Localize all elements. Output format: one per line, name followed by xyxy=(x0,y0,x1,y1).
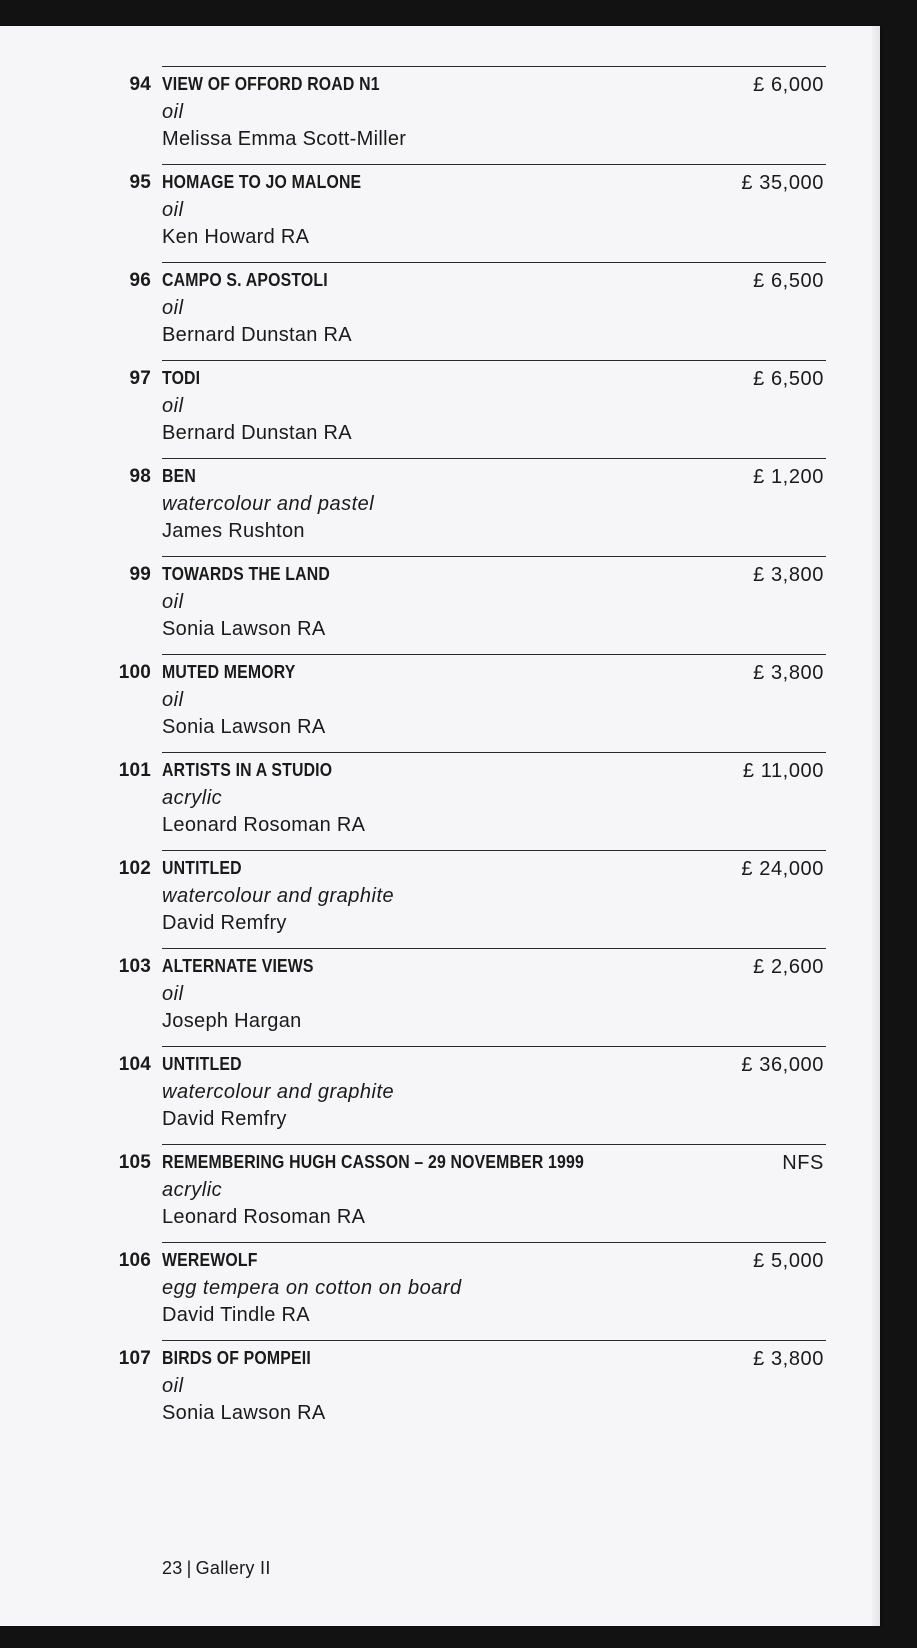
section-name: Gallery II xyxy=(195,1558,271,1578)
entry-divider xyxy=(162,164,826,165)
entry-price: £ 6,500 xyxy=(753,270,824,292)
catalogue-entry xyxy=(0,1144,880,1242)
entry-title: ARTISTS IN A STUDIO xyxy=(162,760,333,780)
catalogue-entry xyxy=(0,458,880,556)
entry-title: ALTERNATE VIEWS xyxy=(162,956,314,976)
entry-divider xyxy=(162,262,826,263)
entry-divider xyxy=(162,752,826,753)
entry-artist: David Remfry xyxy=(162,912,287,934)
entry-artist: James Rushton xyxy=(162,520,305,542)
entry-artist: David Tindle RA xyxy=(162,1304,310,1326)
catalogue-entry xyxy=(0,948,880,1046)
entry-artist: Bernard Dunstan RA xyxy=(162,324,352,346)
entry-number: 95 xyxy=(129,172,151,193)
entry-medium: watercolour and pastel xyxy=(162,493,375,515)
entry-divider xyxy=(162,948,826,949)
entry-divider xyxy=(162,360,826,361)
entry-medium: oil xyxy=(162,199,184,221)
entry-price: £ 3,800 xyxy=(753,564,824,586)
entry-artist: Sonia Lawson RA xyxy=(162,716,326,738)
catalogue-entry xyxy=(0,1340,880,1438)
entry-number: 103 xyxy=(118,956,151,977)
entry-price: £ 5,000 xyxy=(753,1250,824,1272)
entry-price: £ 36,000 xyxy=(741,1054,824,1076)
entry-medium: watercolour and graphite xyxy=(162,1081,395,1103)
entry-medium: oil xyxy=(162,689,184,711)
entry-number: 94 xyxy=(129,74,151,95)
catalogue-entry xyxy=(0,556,880,654)
entry-artist: Leonard Rosoman RA xyxy=(162,1206,366,1228)
entry-number: 98 xyxy=(129,466,151,487)
entry-title: VIEW OF OFFORD ROAD N1 xyxy=(162,74,380,94)
catalogue-entry xyxy=(0,1242,880,1340)
entry-number: 106 xyxy=(118,1250,151,1271)
entry-artist: Sonia Lawson RA xyxy=(162,1402,326,1424)
entry-medium: egg tempera on cotton on board xyxy=(162,1277,462,1299)
entry-artist: Melissa Emma Scott-Miller xyxy=(162,128,407,150)
catalogue-entry xyxy=(0,262,880,360)
entry-number: 104 xyxy=(118,1054,151,1075)
entry-divider xyxy=(162,654,826,655)
entry-artist: David Remfry xyxy=(162,1108,287,1130)
entry-price: £ 35,000 xyxy=(741,172,824,194)
entry-number: 99 xyxy=(129,564,151,585)
entry-number: 100 xyxy=(118,662,151,683)
entry-artist: Leonard Rosoman RA xyxy=(162,814,366,836)
entry-title: BIRDS OF POMPEII xyxy=(162,1348,311,1368)
entry-title: HOMAGE TO JO MALONE xyxy=(162,172,362,192)
catalogue-entry xyxy=(0,360,880,458)
entry-divider xyxy=(162,1242,826,1243)
entry-number: 105 xyxy=(118,1152,151,1173)
entry-divider xyxy=(162,1340,826,1341)
entry-number: 97 xyxy=(129,368,151,389)
entry-medium: oil xyxy=(162,983,184,1005)
entry-number: 102 xyxy=(118,858,151,879)
entry-number: 107 xyxy=(118,1348,151,1369)
page-footer xyxy=(162,1558,271,1579)
entry-medium: oil xyxy=(162,395,184,417)
entry-price: £ 6,500 xyxy=(753,368,824,390)
entry-title: UNTITLED xyxy=(162,858,242,878)
entry-price: £ 1,200 xyxy=(753,466,824,488)
entry-medium: acrylic xyxy=(162,787,223,809)
entry-artist: Joseph Hargan xyxy=(162,1010,302,1032)
catalogue-entry xyxy=(0,164,880,262)
entry-title: TOWARDS THE LAND xyxy=(162,564,330,584)
entry-title: TODI xyxy=(162,368,201,388)
entry-price: NFS xyxy=(782,1152,824,1174)
entry-divider xyxy=(162,1144,826,1145)
catalogue-entry xyxy=(0,1046,880,1144)
entry-title: UNTITLED xyxy=(162,1054,242,1074)
entry-title: WEREWOLF xyxy=(162,1250,258,1270)
entry-title: BEN xyxy=(162,466,196,486)
entry-artist: Sonia Lawson RA xyxy=(162,618,326,640)
entry-price: £ 3,800 xyxy=(753,662,824,684)
entry-price: £ 11,000 xyxy=(742,760,824,782)
entry-title: REMEMBERING HUGH CASSON – 29 NOVEMBER 1999 xyxy=(162,1152,584,1172)
entry-divider xyxy=(162,556,826,557)
entry-divider xyxy=(162,850,826,851)
entry-divider xyxy=(162,66,826,67)
entry-artist: Ken Howard RA xyxy=(162,226,310,248)
entry-number: 96 xyxy=(129,270,151,291)
catalogue-entry xyxy=(0,66,880,164)
entry-artist: Bernard Dunstan RA xyxy=(162,422,352,444)
entry-medium: oil xyxy=(162,297,184,319)
entry-price: £ 3,800 xyxy=(753,1348,824,1370)
catalogue-entry xyxy=(0,752,880,850)
entry-divider xyxy=(162,458,826,459)
entry-medium: oil xyxy=(162,591,184,613)
entry-title: CAMPO S. APOSTOLI xyxy=(162,270,328,290)
entry-medium: watercolour and graphite xyxy=(162,885,395,907)
footer-separator: | xyxy=(186,1558,192,1578)
entry-medium: acrylic xyxy=(162,1179,223,1201)
entry-title: MUTED MEMORY xyxy=(162,662,296,682)
entry-medium: oil xyxy=(162,1375,184,1397)
catalogue-list xyxy=(0,66,880,1438)
entry-divider xyxy=(162,1046,826,1047)
catalogue-entry xyxy=(0,850,880,948)
entry-price: £ 2,600 xyxy=(753,956,824,978)
entry-price: £ 24,000 xyxy=(741,858,824,880)
catalogue-entry xyxy=(0,654,880,752)
page-number: 23 xyxy=(162,1558,183,1578)
entry-medium: oil xyxy=(162,101,184,123)
catalogue-page xyxy=(0,26,880,1626)
entry-number: 101 xyxy=(118,760,151,781)
entry-price: £ 6,000 xyxy=(753,74,824,96)
